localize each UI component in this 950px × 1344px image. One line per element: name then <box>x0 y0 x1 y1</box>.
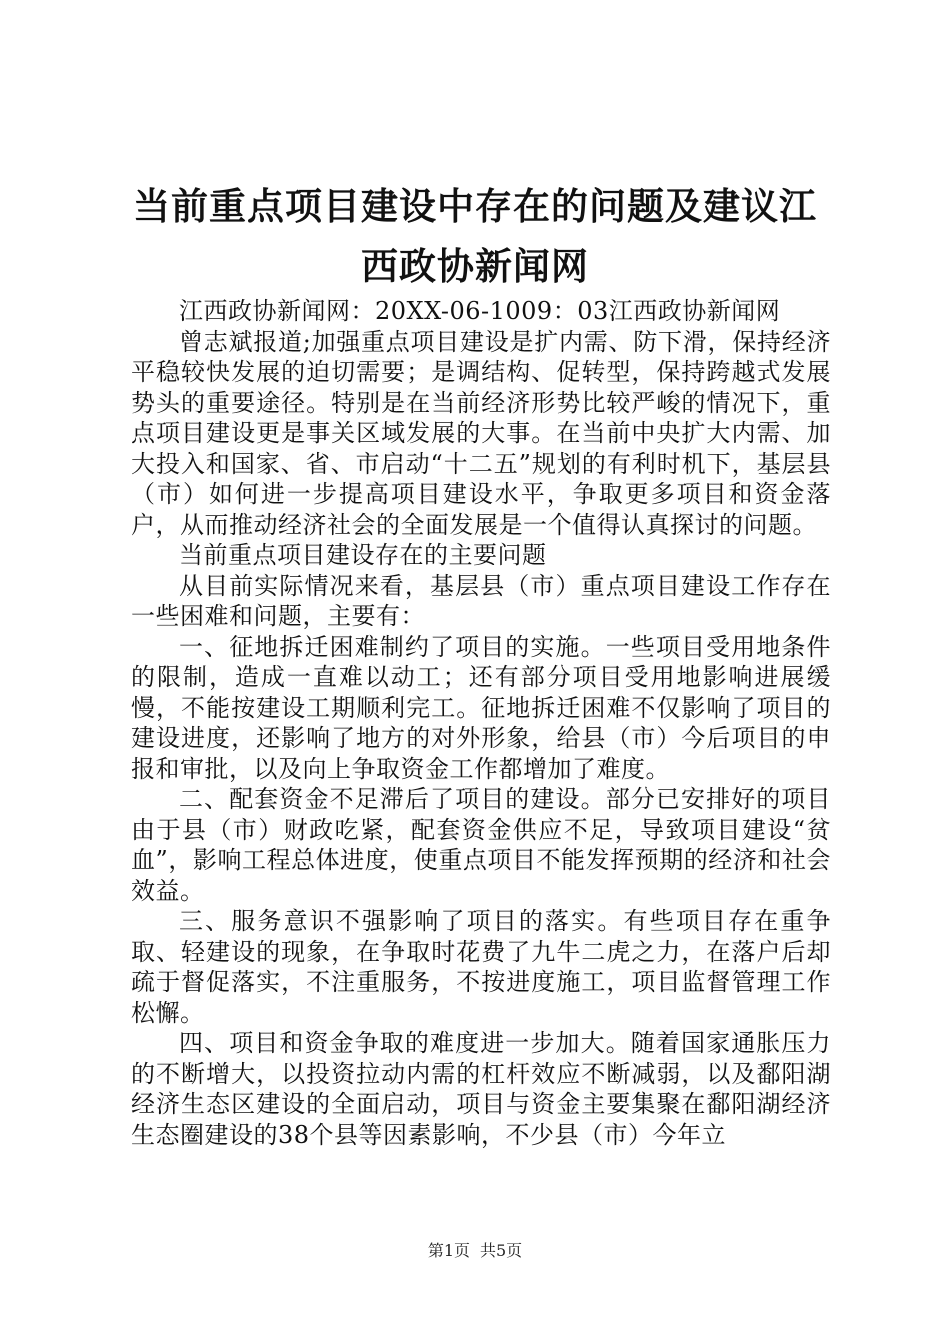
paragraph-issue-4: 四、项目和资金争取的难度进一步加大。随着国家通胀压力的不断增大，以投资拉动内需的杠杆效应不断减弱，以及鄱阳湖经济生态区建设的全面启动，项目与资金主要集聚在鄱阳湖经济生态圈建设的38个县等因素影响，不少县（市）今年立 <box>131 1029 831 1149</box>
page-footer <box>0 1240 950 1262</box>
paragraph-issue-1: 一、征地拆迁困难制约了项目的实施。一些项目受用地条件的限制，造成一直难以动工；还有部分项目受用地影响进展缓慢，不能按建设工期顺利完工。征地拆迁困难不仅影响了项目的建设进度，还影响了地方的对外形象，给县（市）今后项目的申报和审批，以及向上争取资金工作都增加了难度。 <box>131 632 831 783</box>
section-heading: 当前重点项目建设存在的主要问题 <box>179 541 547 569</box>
document-title: 当前重点项目建设中存在的问题及建议江西政协新闻网 <box>133 184 817 288</box>
paragraph-issue-2: 二、配套资金不足滞后了项目的建设。部分已安排好的项目由于县（市）财政吃紧，配套资金供应不足，导致项目建设“贫血”，影响工程总体进度，使重点项目不能发挥预期的经济和社会效益。 <box>131 785 831 905</box>
paragraph-issue-3: 三、服务意识不强影响了项目的落实。有些项目存在重争取、轻建设的现象，在争取时花费了九牛二虎之力，在落户后却疏于督促落实，不注重服务，不按进度施工，项目监督管理工作松懈。 <box>131 907 831 1027</box>
document-body <box>131 296 831 1150</box>
page-total: 共5页 <box>480 1241 523 1260</box>
paragraph-source-line: 江西政协新闻网：20XX-06-1009：03江西政协新闻网 <box>179 297 781 325</box>
paragraph-overview: 从目前实际情况来看，基层县（市）重点项目建设工作存在一些困难和问题，主要有： <box>131 571 831 630</box>
paragraph-intro: 曾志斌报道;加强重点项目建设是扩内需、防下滑，保持经济平稳较快发展的迫切需要；是调结构、促转型，保持跨越式发展势头的重要途径。特别是在当前经济形势比较严峻的情况下，重点项目建设更是事关区域发展的大事。在当前中央扩大内需、加大投入和国家、省、市启动“十二五”规划的有利时机下，基层县（市）如何进一步提高项目建设水平，争取更多项目和资金落户，从而推动经济社会的全面发展是一个值得认真探讨的问题。 <box>131 327 831 539</box>
page-number: 第1页 <box>427 1241 470 1260</box>
